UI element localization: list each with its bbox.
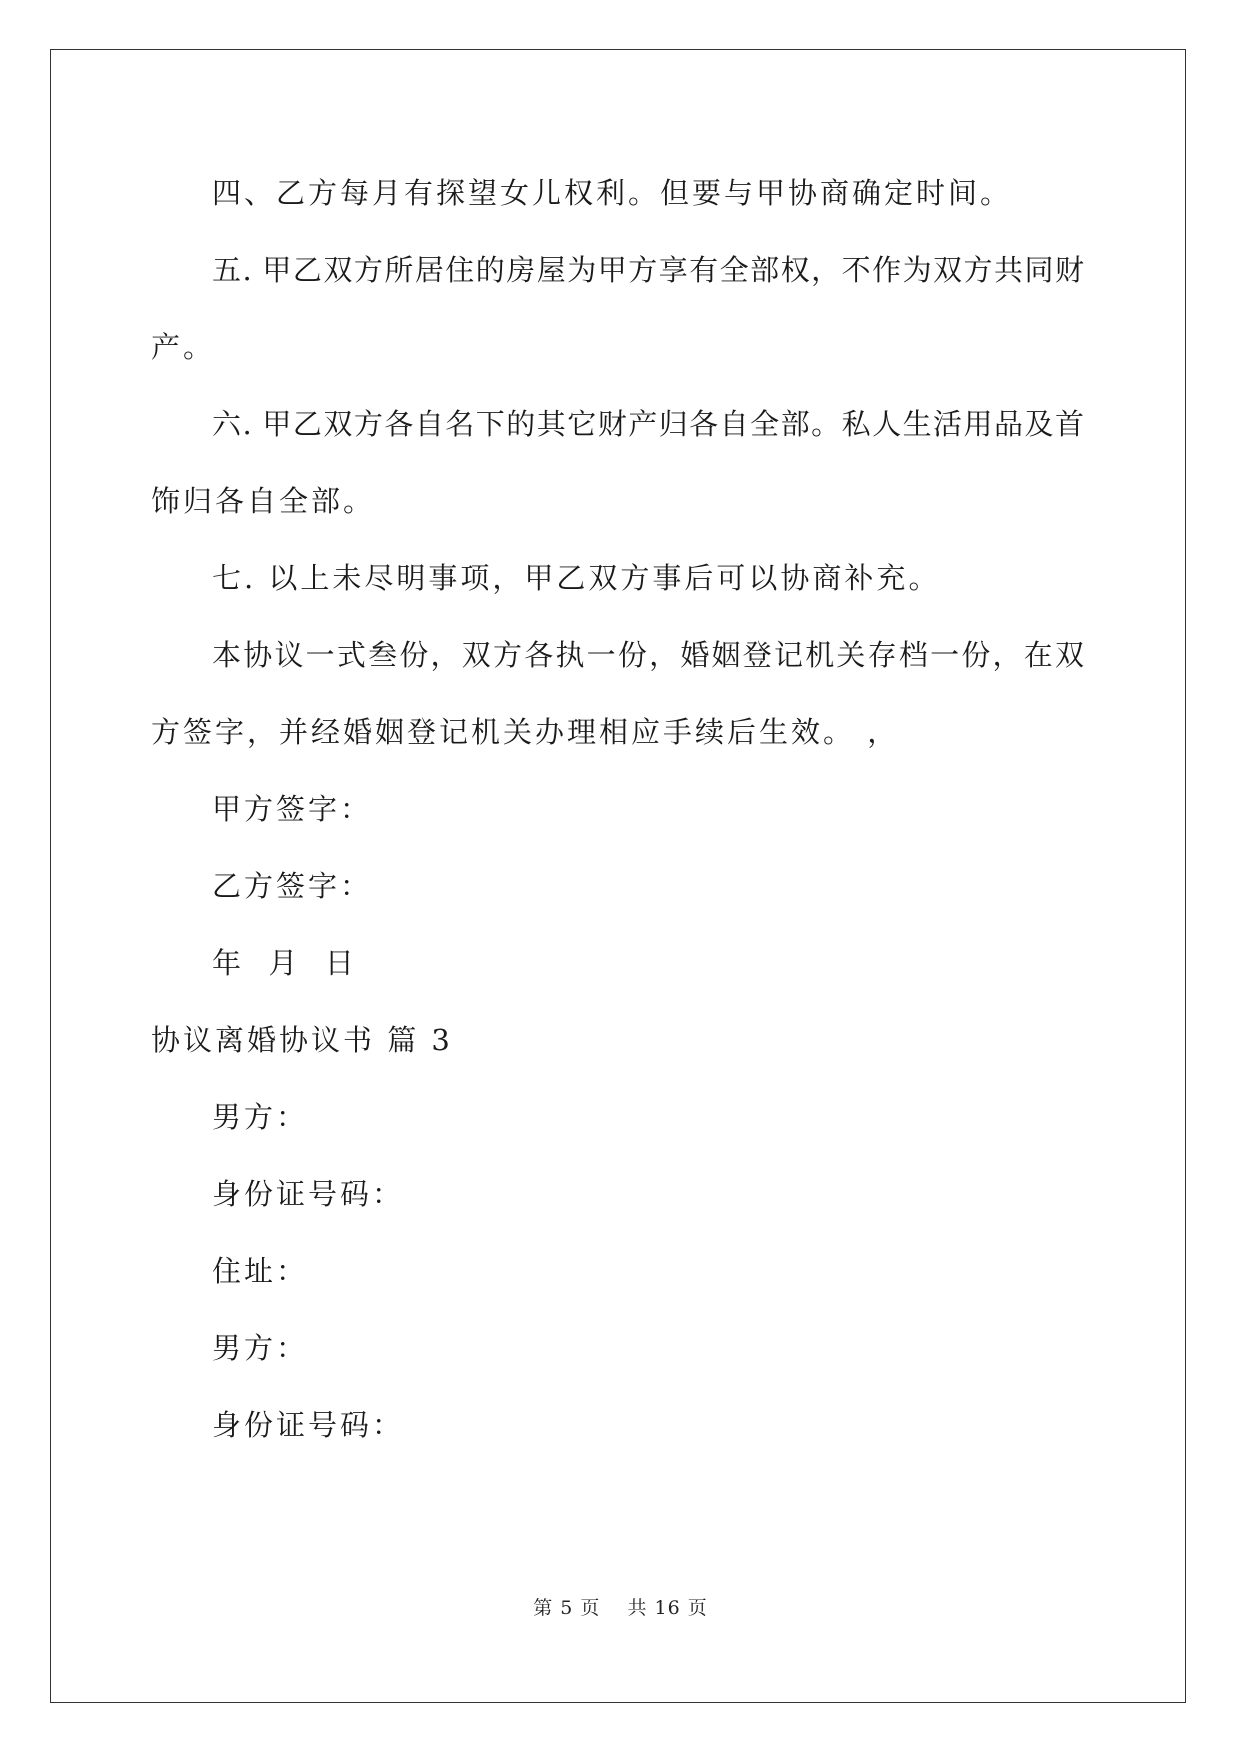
address-label: 住址： <box>212 1254 309 1288</box>
agreement-copies-line-2: 方签字，并经婚姻登记机关办理相应手续后生效。 ， <box>151 715 900 749</box>
clause-7: 七. 以上未尽明事项，甲乙双方事后可以协商补充。 <box>212 561 941 595</box>
party-a-signature: 甲方签字： <box>212 792 373 826</box>
clause-4: 四、乙方每月有探望女儿权利。但要与甲协商确定时间。 <box>212 176 1013 210</box>
clause-6-line-1: 六. 甲乙双方各自名下的其它财产归各自全部。私人生活用品及首 <box>212 407 1084 441</box>
page-total: 共 16 页 <box>627 1597 708 1619</box>
agreement-copies-line-1: 本协议一式叁份，双方各执一份，婚姻登记机关存档一份，在双 <box>212 638 1084 672</box>
page-number: 第 5 页 <box>533 1597 601 1619</box>
section-title: 协议离婚协议书 篇 3 <box>151 1023 453 1057</box>
male-party-label: 男方： <box>212 1100 309 1134</box>
clause-5-line-1: 五. 甲乙双方所居住的房屋为甲方享有全部权，不作为双方共同财 <box>212 253 1084 287</box>
page-footer <box>0 1596 1241 1620</box>
male-party-label-2: 男方： <box>212 1331 309 1365</box>
id-number-label-2: 身份证号码： <box>212 1408 405 1442</box>
clause-5-line-2: 产。 <box>151 330 216 364</box>
id-number-label: 身份证号码： <box>212 1177 405 1211</box>
party-b-signature: 乙方签字： <box>212 869 373 903</box>
date-line: 年 月 日 <box>212 946 357 980</box>
clause-6-line-2: 饰归各自全部。 <box>151 484 376 518</box>
